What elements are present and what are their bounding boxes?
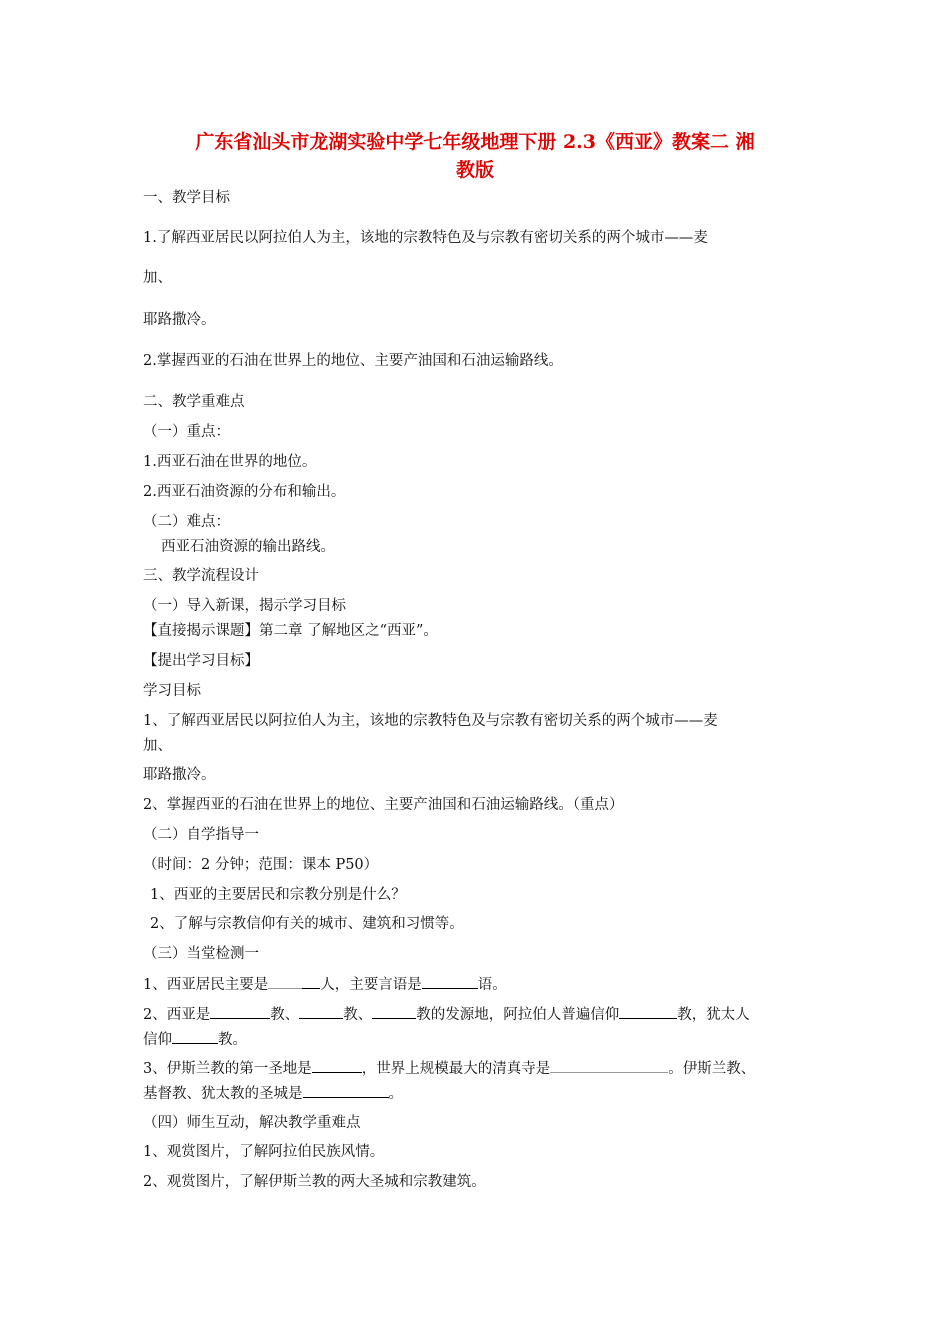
title-line-2: 教版 bbox=[455, 159, 494, 181]
quiz-question-3-cont bbox=[143, 1083, 833, 1104]
blank-line bbox=[172, 1029, 218, 1044]
section-heading: 二、教学重难点 bbox=[143, 394, 245, 410]
blank-line bbox=[268, 974, 302, 989]
quiz-text: 教的发源地，阿拉伯人普遍信仰 bbox=[416, 1007, 620, 1023]
quiz-text: 教。 bbox=[218, 1032, 247, 1048]
paragraph: 1.西亚石油在世界的地位。 bbox=[143, 454, 317, 470]
paragraph: 2.西亚石油资源的分布和输出。 bbox=[143, 484, 346, 500]
quiz-text: 人，主要言语是 bbox=[320, 977, 422, 993]
paragraph: 1、西亚的主要居民和宗教分别是什么？ bbox=[150, 887, 406, 903]
blank-line bbox=[550, 1058, 668, 1073]
quiz-question-1 bbox=[143, 974, 833, 995]
quiz-text: 。伊斯兰教、 bbox=[668, 1061, 756, 1077]
paragraph: 2.掌握西亚的石油在世界上的地位、主要产油国和石油运输路线。 bbox=[143, 353, 563, 369]
blank-line bbox=[372, 1004, 416, 1019]
quiz-question-2 bbox=[143, 1004, 833, 1025]
quiz-question-2-cont bbox=[143, 1029, 833, 1050]
paragraph: （时间：2 分钟；范围：课本 P50） bbox=[143, 857, 379, 873]
paragraph: 1、观赏图片，了解阿拉伯民族风情。 bbox=[143, 1144, 385, 1160]
quiz-text: 2、西亚是 bbox=[143, 1007, 211, 1023]
blank-line bbox=[303, 1083, 389, 1098]
paragraph: 2、了解与宗教信仰有关的城市、建筑和习惯等。 bbox=[150, 916, 464, 932]
paragraph: 【提出学习目标】 bbox=[143, 653, 259, 669]
document-title bbox=[120, 128, 830, 184]
quiz-text: 。 bbox=[388, 1086, 403, 1102]
paragraph: 2、观赏图片，了解伊斯兰教的两大圣城和宗教建筑。 bbox=[143, 1174, 486, 1190]
paragraph: 【直接揭示课题】第二章 了解地区之“西亚”。 bbox=[143, 623, 438, 639]
quiz-question-3 bbox=[143, 1058, 833, 1079]
subheading: （二）难点： bbox=[143, 514, 230, 530]
quiz-text: 教、 bbox=[343, 1007, 373, 1023]
paragraph: 耶路撒冷。 bbox=[143, 767, 216, 783]
blank-line bbox=[302, 974, 320, 989]
paragraph: 2、掌握西亚的石油在世界上的地位、主要产油国和石油运输路线。（重点） bbox=[143, 797, 624, 813]
quiz-text: 语。 bbox=[477, 977, 507, 993]
quiz-text: 教，犹太人 bbox=[677, 1007, 750, 1023]
paragraph: 1、了解西亚居民以阿拉伯人为主，该地的宗教特色及与宗教有密切关系的两个城市——麦 bbox=[143, 713, 718, 729]
section-heading: 三、教学流程设计 bbox=[143, 568, 259, 584]
paragraph: 耶路撒冷。 bbox=[143, 312, 216, 328]
paragraph: 1.了解西亚居民以阿拉伯人为主，该地的宗教特色及与宗教有密切关系的两个城市——麦 bbox=[143, 230, 708, 246]
blank-line bbox=[210, 1004, 270, 1019]
blank-line bbox=[299, 1004, 343, 1019]
subheading: （一）重点： bbox=[143, 424, 230, 440]
quiz-text: 3、伊斯兰教的第一圣地是 bbox=[143, 1061, 312, 1077]
blank-line bbox=[422, 974, 478, 989]
section-heading: 一、教学目标 bbox=[143, 190, 230, 206]
subheading: （二）自学指导一 bbox=[143, 827, 259, 843]
quiz-text: ，世界上规模最大的清真寺是 bbox=[361, 1061, 551, 1077]
paragraph: 加、 bbox=[143, 738, 172, 754]
quiz-text: 信仰 bbox=[143, 1032, 172, 1048]
subheading: （四）师生互动，解决教学重难点 bbox=[143, 1115, 361, 1131]
paragraph: 学习目标 bbox=[143, 683, 201, 699]
paragraph: 西亚石油资源的输出路线。 bbox=[161, 539, 335, 555]
paragraph: 加、 bbox=[143, 270, 172, 286]
quiz-text: 1、西亚居民主要是 bbox=[143, 977, 269, 993]
subheading: （一）导入新课，揭示学习目标 bbox=[143, 598, 346, 614]
subheading: （三）当堂检测一 bbox=[143, 946, 259, 962]
quiz-text: 教、 bbox=[270, 1007, 300, 1023]
blank-line bbox=[619, 1004, 677, 1019]
blank-line bbox=[312, 1058, 362, 1073]
quiz-text: 基督教、犹太教的圣城是 bbox=[143, 1086, 303, 1102]
title-line-1: 广东省汕头市龙湖实验中学七年级地理下册 2.3《西亚》教案二 湘 bbox=[195, 131, 755, 153]
